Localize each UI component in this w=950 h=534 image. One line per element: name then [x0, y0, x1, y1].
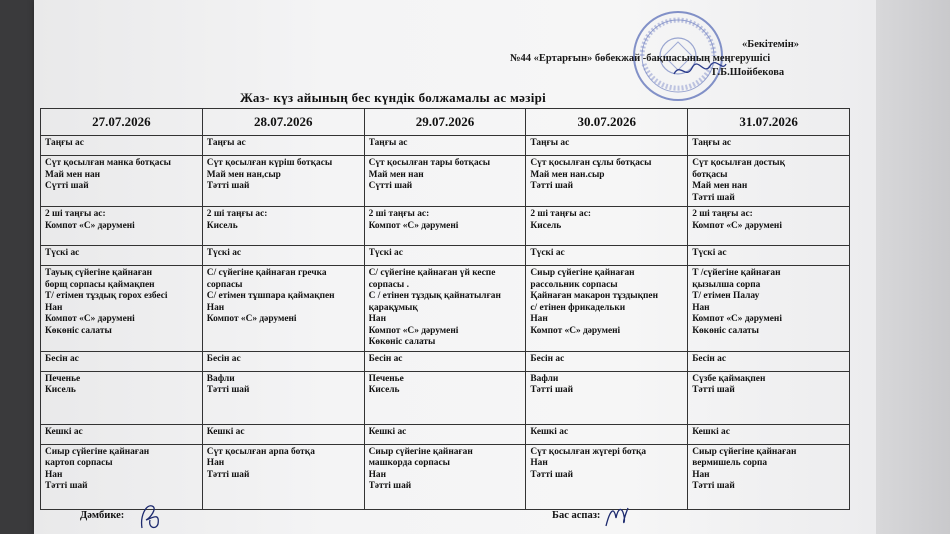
menu-item-text: Тәтті шай	[692, 385, 735, 395]
menu-cell	[364, 246, 526, 266]
menu-cell	[364, 207, 526, 246]
menu-cell	[41, 424, 203, 444]
menu-item-text: Май мен нан	[692, 181, 748, 191]
menu-item-text: Компот «С» дәрумені	[692, 220, 782, 231]
menu-cell	[688, 444, 850, 509]
menu-item-text: Нан	[45, 302, 63, 313]
menu-item-text: Кешкі ас	[530, 426, 569, 437]
menu-item-text: Май мен нан.сыр	[530, 169, 605, 180]
menu-cell	[526, 371, 688, 424]
chef-signature-scribble	[602, 500, 632, 532]
menu-item-text: Компот «С» дәрумені	[530, 325, 621, 336]
menu-item-text: Нан	[530, 458, 548, 468]
menu-cell	[364, 424, 526, 444]
menu-item-text: Компот «С» дәрумені	[368, 220, 459, 231]
menu-item-text: Нан	[530, 314, 548, 324]
menu-item-text: Вафли	[206, 373, 235, 384]
menu-item-text: Май мен нан	[368, 169, 424, 180]
menu-item-text: Сиыр сүйегіне қайнаған	[530, 268, 635, 278]
menu-item-text: Нан	[206, 302, 225, 313]
menu-item-text: Компот «С» дәрумені	[45, 314, 135, 324]
menu-item-text: Печенье	[45, 373, 81, 384]
menu-row-snack	[41, 371, 850, 424]
menu-item-text: Нан	[692, 302, 710, 313]
menu-item-text: Т /сүйегіне қайнаған	[692, 268, 781, 278]
menu-row-second-breakfast	[41, 207, 850, 246]
menu-item-text: Таңғы ас	[530, 138, 570, 148]
menu-item-text: Тәтті шай	[206, 181, 250, 191]
menu-cell	[364, 136, 526, 156]
menu-cell	[688, 266, 850, 352]
menu-cell	[688, 246, 850, 266]
menu-item-text: Нан	[368, 469, 386, 480]
menu-item-text: Сиыр сүйегіне қайнаған	[368, 446, 473, 457]
date-header: 30.07.2026	[526, 109, 688, 136]
menu-item-text: Т/ етімен Палау	[692, 291, 760, 301]
menu-cell	[364, 444, 526, 509]
menu-item-text: 2 ші таңғы ас:	[45, 209, 106, 219]
menu-cell	[202, 351, 364, 371]
menu-item-text: Май мен нан,сыр	[206, 169, 281, 180]
menu-item-text: Нан	[368, 314, 386, 324]
menu-item-text: Сүт қосылған сұлы ботқасы	[530, 158, 652, 168]
menu-item-text: Көкөніс салаты	[368, 337, 436, 347]
menu-item-text: Сүтті шай	[368, 181, 413, 191]
menu-item-text: Нан	[45, 469, 63, 480]
menu-item-text: Вафли	[530, 373, 559, 384]
menu-item-text: Компот «С» дәрумені	[692, 314, 782, 324]
menu-item-text: Т/ етімен тұздық горох езбесі	[45, 291, 168, 301]
menu-cell	[202, 266, 364, 352]
menu-row-lunch-label	[41, 246, 850, 266]
menu-item-text: С/ сүйегіне қайнаған гречка	[206, 268, 327, 278]
menu-item-text: вермишель сорпа	[692, 458, 768, 468]
menu-item-text: Түскі ас	[692, 248, 727, 258]
menu-cell	[526, 207, 688, 246]
menu-item-text: 2 ші таңғы ас:	[368, 209, 430, 219]
menu-item-text: Бесін ас	[530, 353, 565, 364]
menu-item-text: Кешкі ас	[206, 426, 245, 437]
menu-item-text: қызылша сорпа	[692, 279, 761, 290]
menu-cell	[526, 424, 688, 444]
menu-item-text: Кешкі ас	[692, 426, 730, 437]
menu-cell	[364, 156, 526, 207]
menu-item-text: Түскі ас	[45, 248, 80, 258]
menu-item-text: Таңғы ас	[45, 138, 84, 148]
menu-item-text: Кисель	[206, 220, 238, 231]
menu-cell	[364, 371, 526, 424]
menu-cell	[41, 156, 203, 207]
menu-cell	[526, 136, 688, 156]
menu-cell	[202, 424, 364, 444]
menu-item-text: Компот «С» дәрумені	[206, 314, 297, 324]
menu-cell	[688, 156, 850, 207]
menu-item-text: машкорда сорпасы	[368, 458, 450, 468]
menu-item-text: Кисель	[530, 220, 562, 231]
menu-row-snack-label	[41, 351, 850, 371]
date-header: 31.07.2026	[688, 109, 850, 136]
menu-cell	[202, 136, 364, 156]
menu-item-text: сорпасы	[206, 279, 243, 290]
menu-row-dinner-label	[41, 424, 850, 444]
menu-item-text: С/ сүйегіне қайнаған үй кеспе	[368, 268, 496, 278]
menu-item-text: Сүт қосылған тары ботқасы	[368, 158, 491, 168]
menu-item-text: Тәтті шай	[692, 481, 735, 491]
menu-item-text: Сүт қосылған достық	[692, 158, 786, 168]
menu-cell	[526, 156, 688, 207]
menu-cell	[688, 371, 850, 424]
approval-name: Г.Б.Шойбекова	[712, 67, 785, 78]
menu-item-text: С/ етімен тұшпара қаймақпен	[206, 291, 335, 301]
menu-item-text: Кисель	[368, 385, 400, 395]
menu-item-text: с/ етінен фрикадельки	[530, 302, 626, 313]
menu-cell	[688, 207, 850, 246]
menu-cell	[202, 371, 364, 424]
approval-position: №44 «Ертарғын» бөбекжай -бақшасының меңгерушісі	[510, 53, 771, 64]
menu-cell	[41, 371, 203, 424]
menu-item-text: Печенье	[368, 373, 404, 384]
date-header-row	[41, 109, 850, 136]
menu-cell	[364, 266, 526, 352]
menu-cell	[41, 136, 203, 156]
menu-item-text: Бесін ас	[368, 353, 403, 364]
menu-cell	[364, 351, 526, 371]
menu-item-text: 2 ші таңғы ас:	[530, 209, 591, 219]
dambike-signature-scribble	[136, 500, 166, 532]
menu-item-text: Сүт қосылған күріш ботқасы	[206, 158, 333, 168]
menu-item-text: Таңғы ас	[206, 138, 246, 148]
menu-item-text: Тәтті шай	[206, 385, 250, 395]
menu-item-text: Тәтті шай	[368, 481, 412, 491]
menu-item-text: Тәтті шай	[530, 385, 573, 395]
menu-item-text: Май мен нан	[45, 169, 101, 180]
menu-item-text: Сиыр сүйегіне қайнаған	[692, 446, 797, 457]
menu-item-text: Түскі ас	[530, 248, 565, 258]
menu-cell	[688, 136, 850, 156]
background-wall	[876, 0, 950, 534]
date-header: 27.07.2026	[41, 109, 203, 136]
menu-item-text: борщ сорпасы қаймақпен	[45, 279, 155, 290]
menu-item-text: қарақұмық	[368, 302, 418, 313]
menu-item-text: Сүзбе қаймақпен	[692, 373, 766, 384]
menu-item-text: Кисель	[45, 385, 76, 395]
menu-row-lunch	[41, 266, 850, 352]
menu-cell	[41, 351, 203, 371]
menu-item-text: 2 ші таңғы ас:	[692, 209, 753, 219]
menu-item-text: рассольник сорпасы	[530, 279, 618, 290]
date-header: 29.07.2026	[364, 109, 526, 136]
menu-item-text: Тәтті шай	[45, 481, 88, 491]
menu-table	[40, 108, 850, 510]
menu-item-text: Таңғы ас	[692, 138, 732, 148]
menu-item-text: Тәтті шай	[530, 181, 573, 191]
menu-cell	[41, 207, 203, 246]
footer-dambike-label: Дәмбике:	[80, 510, 125, 521]
menu-cell	[526, 266, 688, 352]
menu-item-text: ботқасы	[692, 169, 728, 180]
menu-item-text: Таңғы ас	[368, 138, 408, 148]
menu-item-text: Бесін ас	[45, 353, 79, 364]
menu-item-text: Компот «С» дәрумені	[368, 325, 459, 336]
menu-item-text: Сүтті шай	[45, 181, 89, 191]
menu-item-text: Түскі ас	[206, 248, 242, 258]
date-header: 28.07.2026	[202, 109, 364, 136]
menu-item-text: 2 ші таңғы ас:	[206, 209, 268, 219]
menu-row-breakfast-label	[41, 136, 850, 156]
menu-item-text: сорпасы .	[368, 279, 409, 290]
menu-cell	[41, 444, 203, 509]
menu-item-text: Сиыр сүйегіне қайнаған	[45, 446, 150, 457]
menu-cell	[202, 207, 364, 246]
menu-item-text: С / етінен тұздық қайнатылған	[368, 291, 501, 301]
menu-cell	[688, 351, 850, 371]
approval-heading: «Бекітемін»	[742, 39, 800, 50]
menu-item-text: Көкөніс салаты	[45, 325, 112, 336]
menu-item-text: Кешкі ас	[45, 426, 83, 437]
menu-item-text: Компот «С» дәрумені	[45, 220, 135, 231]
menu-item-text: Бесін ас	[206, 353, 241, 364]
menu-cell	[688, 424, 850, 444]
menu-item-text: Сүт қосылған манка ботқасы	[45, 158, 171, 168]
menu-item-text: Бесін ас	[692, 353, 727, 364]
footer-chef-label: Бас аспаз:	[552, 510, 601, 521]
menu-item-text: Кешкі ас	[368, 426, 407, 437]
menu-item-text: Сүт қосылған жүгері ботқа	[530, 446, 647, 457]
menu-item-text: Тауық сүйегіне қайнаған	[45, 268, 153, 278]
menu-item-text: Тәтті шай	[206, 469, 250, 480]
menu-cell	[41, 246, 203, 266]
menu-item-text: Көкөніс салаты	[692, 325, 759, 336]
menu-item-text: Тәтті шай	[530, 469, 573, 480]
menu-cell	[41, 266, 203, 352]
menu-cell	[526, 351, 688, 371]
menu-row-breakfast	[41, 156, 850, 207]
menu-cell	[526, 246, 688, 266]
menu-cell	[202, 444, 364, 509]
menu-cell	[202, 246, 364, 266]
menu-item-text: Нан	[206, 458, 225, 468]
menu-item-text: Түскі ас	[368, 248, 403, 258]
menu-item-text: картоп сорпасы	[45, 458, 113, 468]
menu-title: Жаз- күз айының бес күндік болжамалы ас мәзірі	[240, 90, 547, 105]
menu-item-text: Қайнаған макарон тұздықпен	[530, 291, 658, 301]
menu-item-text: Сүт қосылған арпа ботқа	[206, 446, 315, 457]
menu-item-text: Нан	[692, 469, 710, 480]
menu-cell	[202, 156, 364, 207]
menu-item-text: Тәтті шай	[692, 192, 735, 203]
